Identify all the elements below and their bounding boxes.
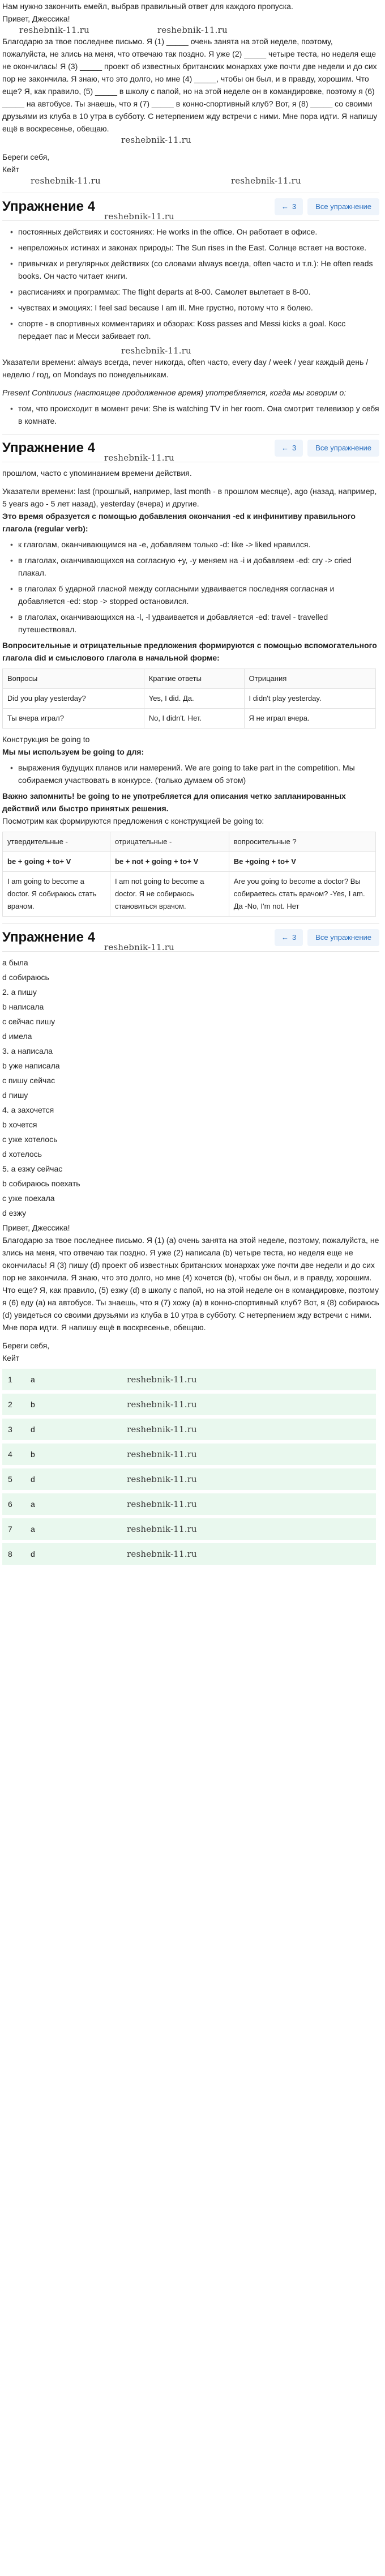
past-formation: Это время образуется с помощью добавления окончания -ed к инфинитиву правильного глагола (regular verb): xyxy=(2,512,356,533)
table-header: Отрицания xyxy=(244,669,375,689)
intro-name: Кейт xyxy=(2,165,20,174)
list-item: d езжу xyxy=(2,1208,27,1217)
answer-key-letter: d xyxy=(31,1475,35,1484)
list-item: • чувствах и эмоциях: I feel sad because I am ill. Мне грустно, потому что я болею. xyxy=(10,301,379,314)
arrow-left-icon: ← xyxy=(281,202,289,211)
answer-key-number: 6 xyxy=(8,1500,12,1509)
arrow-left-icon: ← xyxy=(281,933,289,942)
table-cell: Я не играл вчера. xyxy=(244,709,375,729)
exercise-title: Упражнение 4 xyxy=(2,440,95,455)
table-cell: be + not + going + to+ V xyxy=(110,852,229,872)
answer-key-row xyxy=(2,1419,376,1440)
table-cell: Be +going + to+ V xyxy=(229,852,375,872)
answer-key-letter: a xyxy=(31,1500,35,1509)
watermark: reshebnik-11.ru xyxy=(104,453,174,463)
list-item: • расписаниях и программах: The flight departs at 8-00. Самолет вылетает в 8-00. xyxy=(10,286,379,298)
past-negative-note: Вопросительные и отрицательные предложения формируются с помощью вспомогательного глагола did и смыслового глагола в начальной форме: xyxy=(2,641,377,662)
watermark: reshebnik-11.ru xyxy=(127,1374,197,1385)
answer-key-row xyxy=(2,1369,376,1390)
table-row xyxy=(3,852,376,872)
answer-options xyxy=(2,956,379,1219)
time-markers: Указатели времени: always всегда, never никогда, often часто, every day / week / year каждый день / неделю / год, on Mondays по понедельникам. xyxy=(2,357,369,379)
table-cell: I am going to become a doctor. Я собираюсь стать врачом. xyxy=(3,872,110,917)
table-cell: Yes, I did. Да. xyxy=(144,689,244,709)
prev-exercise-button[interactable] xyxy=(275,440,303,457)
remember-note: Важно запомнить! be going to не употребляется для описания четко запланированных действий или быстро принятых решения. xyxy=(2,791,346,813)
watermark: reshebnik-11.ru xyxy=(127,1399,197,1410)
exercise-header xyxy=(2,434,379,462)
list-item: • к глаголам, оканчивающимся на -e, добавляем только -d: like -> liked нравился. xyxy=(10,538,379,551)
list-item: c уже хотелось xyxy=(2,1135,58,1144)
final-greeting: Привет, Джессика! xyxy=(2,1223,70,1232)
see-formation: Посмотрим как формируются предложения с конструкцией be going to: xyxy=(2,816,264,825)
list-item: c пишу сейчас xyxy=(2,1076,55,1085)
present-simple-uses xyxy=(2,225,379,342)
answer-key-row xyxy=(2,1394,376,1415)
watermark: reshebnik-11.ru xyxy=(127,1499,197,1509)
list-item: 2. a пишу xyxy=(2,987,37,997)
list-item: d хотелось xyxy=(2,1149,42,1159)
prev-exercise-label: 3 xyxy=(292,444,297,452)
exercise-title: Упражнение 4 xyxy=(2,930,95,945)
table-row xyxy=(3,689,376,709)
intro-bye: Береги себя, xyxy=(2,152,50,161)
answer-key-letter: d xyxy=(31,1425,35,1434)
answer-key xyxy=(2,1369,376,1565)
table-header: вопросительные ? xyxy=(229,832,375,852)
answer-key-letter: d xyxy=(31,1549,35,1559)
answer-key-number: 3 xyxy=(8,1425,12,1434)
watermark: reshebnik-11.ru xyxy=(121,135,191,145)
table-header: Вопросы xyxy=(3,669,144,689)
exercise-title: Упражнение 4 xyxy=(2,199,95,214)
table-cell: Ты вчера играл? xyxy=(3,709,144,729)
table-header-row xyxy=(3,669,376,689)
list-item: • постоянных действиях и состояниях: He works in the office. Он работает в офисе. xyxy=(10,225,379,238)
table-header: отрицательные - xyxy=(110,832,229,852)
intro-instruction: Нам нужно закончить емейл, выбрав правильный ответ для каждого пропуска. xyxy=(2,2,293,11)
answer-key-row xyxy=(2,1468,376,1490)
watermark: reshebnik-11.ru xyxy=(127,1549,197,1559)
watermark: reshebnik-11.ru xyxy=(121,346,191,356)
prev-exercise-button[interactable] xyxy=(275,198,303,215)
final-letter: Благодарю за твое последнее письмо. Я (1) (а) очень занята на этой неделе, поэтому, пожалуйста, не злись на меня, что отвечаю так поздно. Я уже (2) написала (b) четыре теста, но неделя еще не окончилась! Я (3) пишу (d) проект об известных британских монархах уже почти две недели и до сих пор не закончила. Я знаю, что это долго, но мне (4) хочется (b), чтобы он был, и в правду, хорошим. Что еще? Я, как правило, (5) езжу (d) в школу с папой, но на этой неделе он в командировке, поэтому я (6) еду (а) на автобусе. Ты знаешь, что я (7) хожу (а) в конно-спортивный клуб? Вот, я (8) собираюсь (d) увидеться со своими друзьями из клуба в 10 утра в субботу. С нетерпением жду встречи с ними. Мне пора идти. Я напишу ещё в воскресенье, обещаю. xyxy=(2,1236,379,1332)
watermark: reshebnik-11.ru xyxy=(230,176,301,186)
list-item: b собираюсь поехать xyxy=(2,1179,80,1188)
watermark: reshebnik-11.ru xyxy=(127,1474,197,1484)
watermark-row xyxy=(2,135,379,145)
prev-exercise-label: 3 xyxy=(292,933,297,942)
answer-key-row xyxy=(2,1518,376,1540)
answer-key-letter: a xyxy=(31,1525,35,1534)
all-exercises-button[interactable]: Все упражнение xyxy=(307,929,379,946)
exercise-nav xyxy=(275,929,379,946)
watermark: reshebnik-11.ru xyxy=(127,1524,197,1534)
list-item: • том, что происходит в момент речи: She is watching TV in her room. Она смотрит телевизор у себя в комнате. xyxy=(10,402,379,427)
list-item: b хочется xyxy=(2,1120,37,1129)
watermark-row xyxy=(2,176,379,186)
arrow-left-icon: ← xyxy=(281,444,289,452)
watermark: reshebnik-11.ru xyxy=(127,1424,197,1434)
final-name: Кейт xyxy=(2,1353,20,1362)
watermark: reshebnik-11.ru xyxy=(127,1449,197,1459)
answer-key-letter: b xyxy=(31,1450,35,1459)
answer-key-letter: b xyxy=(31,1400,35,1409)
exercise-header xyxy=(2,193,379,221)
table-cell: Are you going to become a doctor? Вы собираетесь стать врачом? -Yes, I am. Да -No, I'm not. Нет xyxy=(229,872,375,917)
answer-key-number: 2 xyxy=(8,1400,12,1409)
list-item: b написала xyxy=(2,1002,44,1011)
list-item: • привычках и регулярных действиях (со словами always всегда, often часто и т.п.): He often reads books. Он часто читает книги. xyxy=(10,257,379,282)
answer-key-row xyxy=(2,1543,376,1565)
final-bye: Береги себя, xyxy=(2,1341,50,1350)
be-going-to-table xyxy=(2,832,376,917)
intro-letter: Благодарю за твое последнее письмо. Я (1) _____ очень занята на этой неделе, поэтому, пожалуйста, не злись на меня, что отвечаю так поздно. Я уже (2) _____ четыре теста, но неделя еще не окончилась! Я (3) _____ проект об известных британских монархах уже почти две недели и до сих пор не закончила. Я знаю, что это долго, но мне (4) _____, чтобы он был, и в правду, хорошим. Что еще? Я, как правило, (5) _____ в школу с папой, но на этой неделе он в командировке, поэтому я (6) _____ на автобусе. Ты знаешь, что я (7) _____ в конно-спортивный клуб? Вот, я (8) _____ со своими друзьями из клуба в 10 утра в субботу. С нетерпением жду встречи с ними. Мне пора идти. Я напишу ещё в воскресенье, обещаю. xyxy=(2,37,378,133)
answer-key-number: 8 xyxy=(8,1549,12,1559)
prev-exercise-label: 3 xyxy=(292,202,297,211)
present-continuous-uses xyxy=(2,402,379,427)
prev-exercise-button[interactable] xyxy=(275,929,303,946)
watermark: reshebnik-11.ru xyxy=(104,942,174,952)
past-simple-intro: прошлом, часто с упоминанием времени действия. xyxy=(2,469,192,478)
list-item: d собираюсь xyxy=(2,973,49,982)
all-exercises-button[interactable]: Все упражнение xyxy=(307,198,379,215)
list-item: • в глаголах, оканчивающихся на согласную +y, -y меняем на -i и добавляем -ed: cry -> cried плакал. xyxy=(10,554,379,579)
list-item: d пишу xyxy=(2,1091,28,1100)
watermark: reshebnik-11.ru xyxy=(104,211,174,222)
answer-key-number: 5 xyxy=(8,1475,12,1484)
table-row xyxy=(3,709,376,729)
be-going-to-use: Мы мы используем be going to для: xyxy=(2,747,144,756)
list-item: 4. a захочется xyxy=(2,1105,54,1114)
answer-key-row xyxy=(2,1444,376,1465)
all-exercises-button[interactable]: Все упражнение xyxy=(307,440,379,457)
list-item: 3. a написала xyxy=(2,1046,53,1055)
exercise-header xyxy=(2,923,379,952)
table-cell: Did you play yesterday? xyxy=(3,689,144,709)
list-item: 5. a езжу сейчас xyxy=(2,1164,63,1173)
exercise-nav xyxy=(275,440,379,457)
table-cell: I didn't play yesterday. xyxy=(244,689,375,709)
table-cell: I am not going to become a doctor. Я не собираюсь становиться врачом. xyxy=(110,872,229,917)
watermark: reshebnik-11.ru xyxy=(19,25,89,35)
table-header: Краткие ответы xyxy=(144,669,244,689)
list-item: • непреложных истинах и законах природы: The Sun rises in the East. Солнце встает на востоке. xyxy=(10,241,379,254)
exercise-nav xyxy=(275,198,379,215)
table-cell: be + going + to+ V xyxy=(3,852,110,872)
list-item: • спорте - в спортивных комментариях и обзорах: Koss passes and Messi kicks a goal. Косс передает пас и Месси забивает гол. xyxy=(10,317,379,342)
past-formation-rules xyxy=(2,538,379,636)
answer-key-number: 1 xyxy=(8,1375,12,1384)
intro-greeting: Привет, Джессика! xyxy=(2,14,70,23)
did-table xyxy=(2,669,376,729)
list-item: b уже написала xyxy=(2,1061,60,1070)
list-item: c сейчас пишу xyxy=(2,1017,55,1026)
watermark-row xyxy=(2,25,379,35)
answer-key-number: 7 xyxy=(8,1525,12,1534)
answer-key-row xyxy=(2,1493,376,1515)
list-item: c уже поехала xyxy=(2,1194,55,1203)
answer-key-number: 4 xyxy=(8,1450,12,1459)
list-item: • в глаголах б ударной гласной между согласными удваивается последняя согласная и добавляется -ed: stop -> stopped остановился. xyxy=(10,582,379,607)
table-header-row xyxy=(3,832,376,852)
watermark: reshebnik-11.ru xyxy=(31,176,101,186)
list-item: a была xyxy=(2,958,28,967)
past-time-markers: Указатели времени: last (прошлый, например, last month - в прошлом месяце), ago (назад, например, 5 years ago - 5 лет назад), yesterday (вчера) и другие. xyxy=(2,487,377,508)
table-cell: No, I didn't. Нет. xyxy=(144,709,244,729)
watermark-row xyxy=(2,346,379,356)
watermark: reshebnik-11.ru xyxy=(157,25,228,35)
table-row xyxy=(3,872,376,917)
be-going-to-list xyxy=(2,761,379,786)
present-continuous-intro: Present Continuous (настоящее продолженное время) употребляется, когда мы говорим о: xyxy=(2,388,346,397)
list-item: • выражения будущих планов или намерений. We are going to take part in the competition. Мы собираемся участвовать в конкурсе. (только думаем об этом) xyxy=(10,761,379,786)
be-going-to-title: Конструкция be going to xyxy=(2,735,90,744)
table-header: утвердительные - xyxy=(3,832,110,852)
list-item: d имела xyxy=(2,1032,32,1041)
list-item: • в глаголах, оканчивающихся на -l, -l удваивается и добавляется -ed: travel - travelled путешествовал. xyxy=(10,611,379,636)
answer-key-letter: a xyxy=(31,1375,35,1384)
